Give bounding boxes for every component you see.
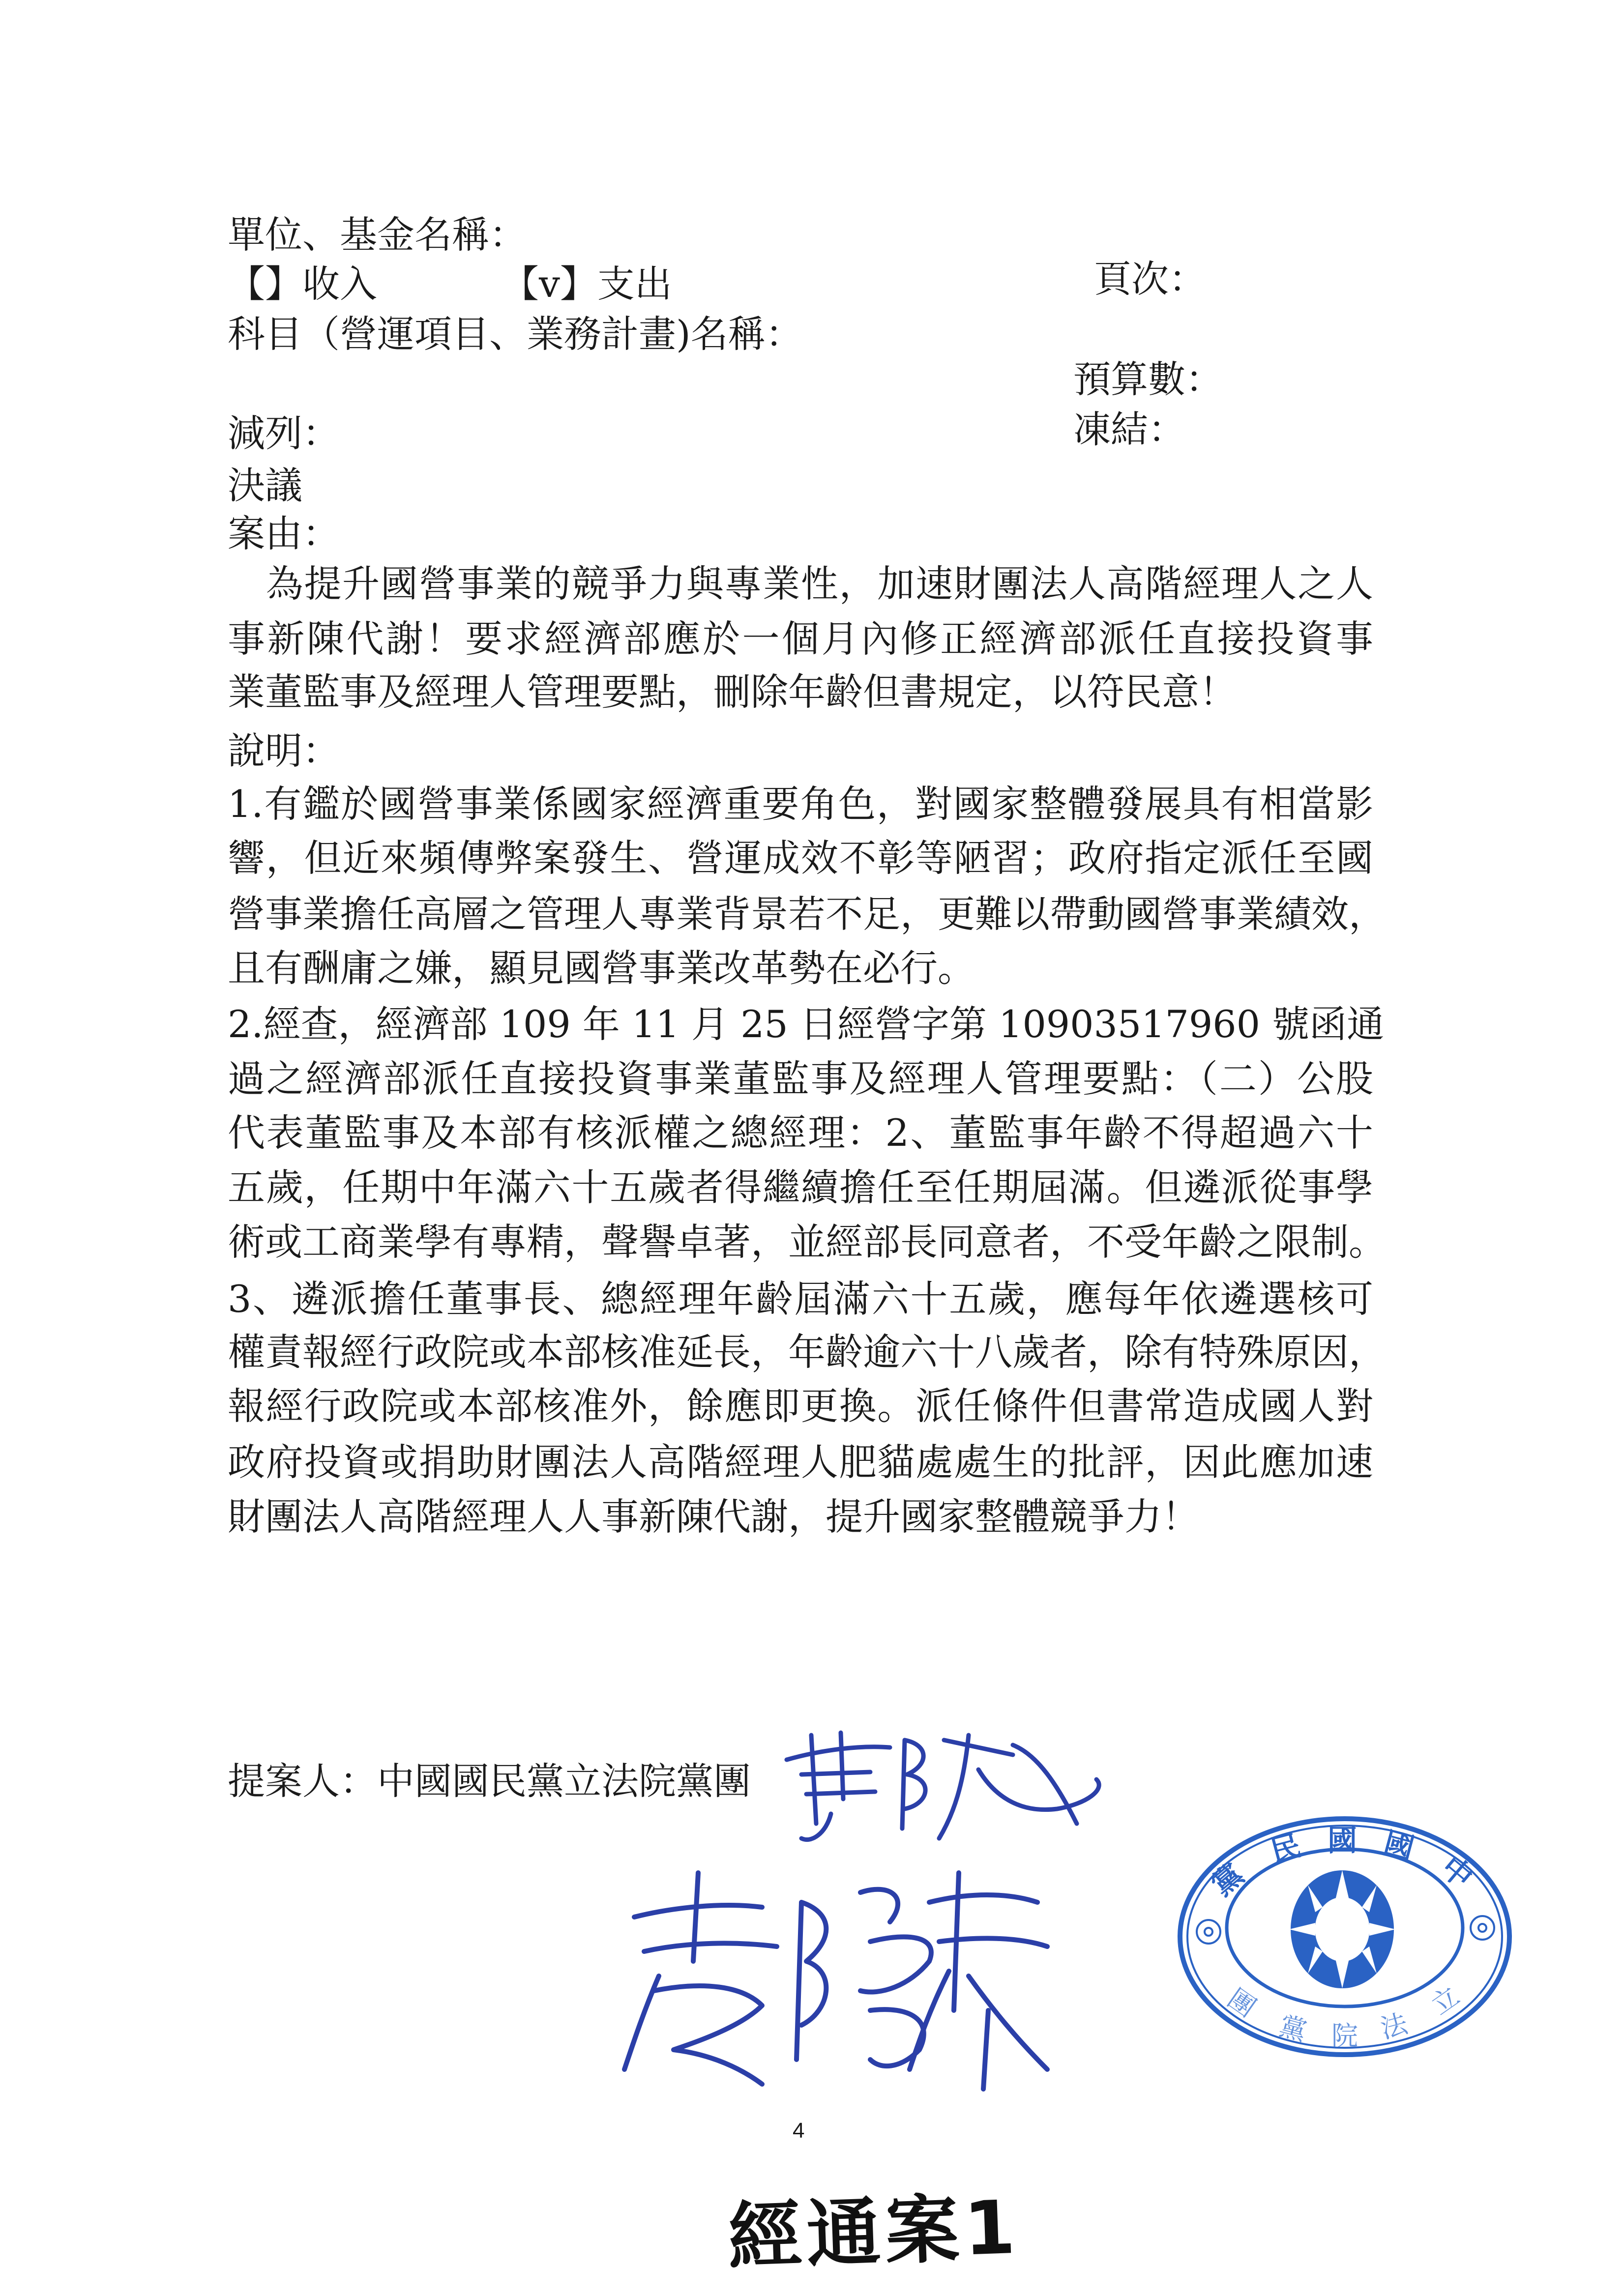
page-label: 頁次： <box>1094 257 1206 301</box>
explanation-line: 代表董監事及本部有核派權之總經理：2、董監事年齡不得超過六十 <box>228 1111 1373 1155</box>
seal-char: 黨 <box>1205 1857 1250 1903</box>
reduce-label: 減列： <box>228 411 340 455</box>
explanation-line: 2.經查，經濟部 109 年 11 月 25 日經營字第 10903517960 號函通 <box>228 1002 1385 1046</box>
explanation-line: 五歲，任期中年滿六十五歲者得繼續擔任至任期屆滿。但遴派從事學 <box>228 1165 1373 1209</box>
signature <box>782 1725 1116 1853</box>
page-number: 4 <box>793 2119 805 2143</box>
seal-char: 國 <box>1380 1826 1418 1867</box>
explanation-line: 財團法人高階經理人人事新陳代謝，提升國家整體競爭力！ <box>228 1495 1199 1539</box>
handwritten-note: 經通案1 <box>726 2184 1022 2281</box>
explanation-line: 3、遴派擔任董事長、總經理年齡屆滿六十五歲，應每年依遴選核可 <box>228 1277 1373 1321</box>
explanation-line: 權責報經行政院或本部核准延長，年齡逾六十八歲者，除有特殊原因， <box>228 1330 1386 1374</box>
proposer: 提案人：中國國民黨立法院黨團 <box>228 1759 751 1803</box>
case-line: 為提升國營事業的競爭力與專業性，加速財團法人高階經理人之人 <box>228 562 1373 606</box>
party-seal <box>1175 1814 1514 2060</box>
signature <box>615 1863 1067 2094</box>
explanation-line: 1.有鑑於國營事業係國家經濟重要角色，對國家整體發展具有相當影 <box>228 782 1373 826</box>
item-label: 科目（營運項目、業務計畫)名稱： <box>228 312 803 356</box>
case-label: 案由： <box>228 512 340 555</box>
explanation-line: 響，但近來頻傳弊案發生、營運成效不彰等陋習；政府指定派任至國 <box>228 836 1373 880</box>
seal-char: 團 <box>1222 1982 1262 2024</box>
budget-label: 預算數： <box>1073 357 1223 401</box>
explanation-label: 說明： <box>228 729 340 773</box>
explanation-line: 報經行政院或本部核准外，餘應即更換。派任條件但書常造成國人對 <box>228 1384 1373 1428</box>
seal-char: 立 <box>1425 1980 1465 2021</box>
seal-char: 院 <box>1331 2020 1358 2051</box>
seal-char: 民 <box>1267 1828 1304 1869</box>
seal-char: 國 <box>1328 1824 1357 1858</box>
resolution-label: 決議 <box>228 464 302 507</box>
explanation-line: 術或工商業學有專精，聲譽卓著，並經部長同意者，不受年齡之限制。 <box>228 1220 1386 1264</box>
explanation-line: 營事業擔任高層之管理人專業背景若不足，更難以帶動國營事業績效， <box>228 892 1386 936</box>
case-line: 事新陳代謝！要求經濟部應於一個月內修正經濟部派任直接投資事 <box>228 617 1373 661</box>
explanation-line: 政府投資或捐助財團法人高階經理人肥貓處處生的批評，因此應加速 <box>228 1440 1373 1484</box>
unit-label: 單位、基金名稱： <box>228 213 527 257</box>
seal-char: 法 <box>1377 2007 1411 2045</box>
seal-char: 黨 <box>1276 2010 1310 2047</box>
expense-option: 【v】支出 <box>502 262 672 306</box>
explanation-line: 過之經濟部派任直接投資事業董監事及經理人管理要點：（二）公股 <box>228 1057 1373 1101</box>
income-option: 【】收入 <box>228 262 377 306</box>
case-line: 業董監事及經理人管理要點，刪除年齡但書規定，以符民意！ <box>228 670 1237 714</box>
freeze-label: 凍結： <box>1073 407 1185 451</box>
explanation-line: 且有酬庸之嫌，顯見國營事業改革勢在必行。 <box>228 946 975 990</box>
seal-char: 中 <box>1434 1850 1479 1895</box>
